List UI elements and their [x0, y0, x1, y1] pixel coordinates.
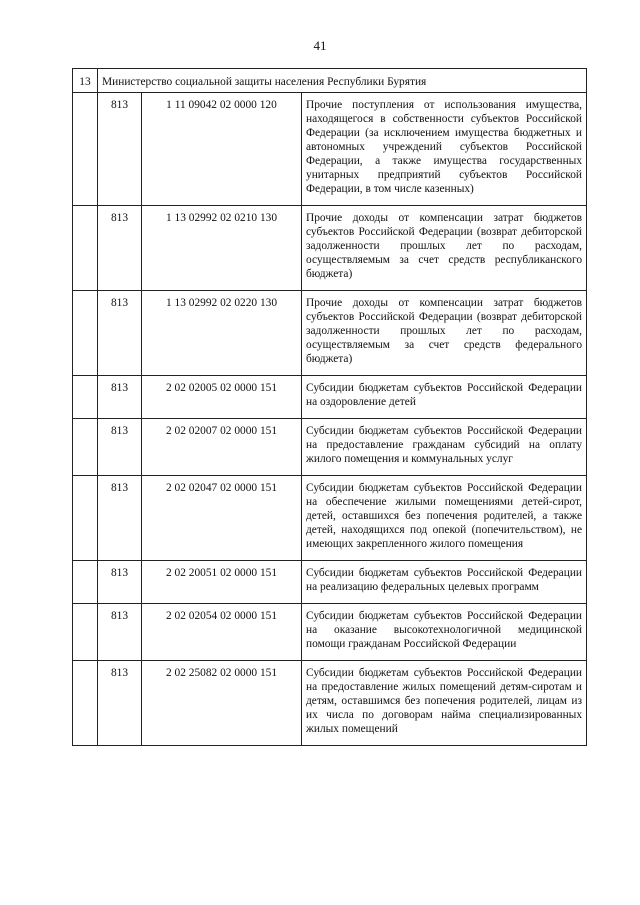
section-number-cell	[73, 419, 98, 476]
section-number-cell	[73, 376, 98, 419]
table-row	[73, 206, 587, 291]
admin-code: 813	[98, 93, 142, 206]
admin-code: 813	[98, 291, 142, 376]
section-title: Министерство социальной защиты населения Республики Бурятия	[98, 69, 587, 93]
table-row	[73, 291, 587, 376]
revenue-description: Субсидии бюджетам субъектов Российской Федерации на оздоровление детей	[302, 376, 587, 419]
section-number-cell	[73, 604, 98, 661]
budget-classification-code: 2 02 02047 02 0000 151	[142, 476, 302, 561]
revenue-description: Субсидии бюджетам субъектов Российской Федерации на предоставление гражданам субсидий на оплату жилого помещения и коммунальных услуг	[302, 419, 587, 476]
section-header-row	[73, 69, 587, 93]
budget-classification-code: 2 02 20051 02 0000 151	[142, 561, 302, 604]
table-row	[73, 661, 587, 746]
section-number-cell	[73, 476, 98, 561]
section-number-cell	[73, 291, 98, 376]
revenue-description: Субсидии бюджетам субъектов Российской Федерации на предоставление жилых помещений детям-сиротам и детям, оставшимся без попечения родителей, лицам из их числа по договорам найма специализированных жилых помещений	[302, 661, 587, 746]
budget-classification-code: 2 02 25082 02 0000 151	[142, 661, 302, 746]
budget-classification-code: 1 13 02992 02 0210 130	[142, 206, 302, 291]
budget-classification-code: 2 02 02054 02 0000 151	[142, 604, 302, 661]
section-number-cell	[73, 661, 98, 746]
admin-code: 813	[98, 561, 142, 604]
budget-classification-code: 2 02 02005 02 0000 151	[142, 376, 302, 419]
admin-code: 813	[98, 661, 142, 746]
table-row	[73, 561, 587, 604]
admin-code: 813	[98, 419, 142, 476]
section-number-cell	[73, 93, 98, 206]
admin-code: 813	[98, 376, 142, 419]
table-row	[73, 476, 587, 561]
table-row	[73, 604, 587, 661]
table-row	[73, 93, 587, 206]
revenue-description: Прочие доходы от компенсации затрат бюджетов субъектов Российской Федерации (возврат дебиторской задолженности прошлых лет по расходам, осуществляемым за счет средств федерального бюджета)	[302, 291, 587, 376]
budget-classification-code: 2 02 02007 02 0000 151	[142, 419, 302, 476]
table-row	[73, 376, 587, 419]
admin-code: 813	[98, 604, 142, 661]
section-number-cell	[73, 206, 98, 291]
admin-code: 813	[98, 206, 142, 291]
revenue-description: Субсидии бюджетам субъектов Российской Федерации на обеспечение жилыми помещениями детей-сирот, детей, оставшихся без попечения родителей, а также детей, находящихся под опекой (попечительством), не имеющих закрепленного жилого помещения	[302, 476, 587, 561]
budget-classification-code: 1 11 09042 02 0000 120	[142, 93, 302, 206]
section-number: 13	[73, 69, 98, 93]
budget-classification-code: 1 13 02992 02 0220 130	[142, 291, 302, 376]
admin-code: 813	[98, 476, 142, 561]
revenue-description: Прочие поступления от использования имущества, находящегося в собственности субъектов Российской Федерации (за исключением имущества бюджетных и автономных учреждений субъектов Российской Федерации, а также имущества государственных унитарных предприятий субъектов Российской Федерации, в том числе казенных)	[302, 93, 587, 206]
revenue-description: Прочие доходы от компенсации затрат бюджетов субъектов Российской Федерации (возврат дебиторской задолженности прошлых лет по расходам, осуществляемым за счет средств республиканского бюджета)	[302, 206, 587, 291]
revenue-description: Субсидии бюджетам субъектов Российской Федерации на оказание высокотехнологичной медицинской помощи гражданам Российской Федерации	[302, 604, 587, 661]
revenue-codes-table	[72, 68, 587, 746]
revenue-description: Субсидии бюджетам субъектов Российской Федерации на реализацию федеральных целевых программ	[302, 561, 587, 604]
page-number: 41	[313, 38, 327, 53]
table-row	[73, 419, 587, 476]
section-number-cell	[73, 561, 98, 604]
